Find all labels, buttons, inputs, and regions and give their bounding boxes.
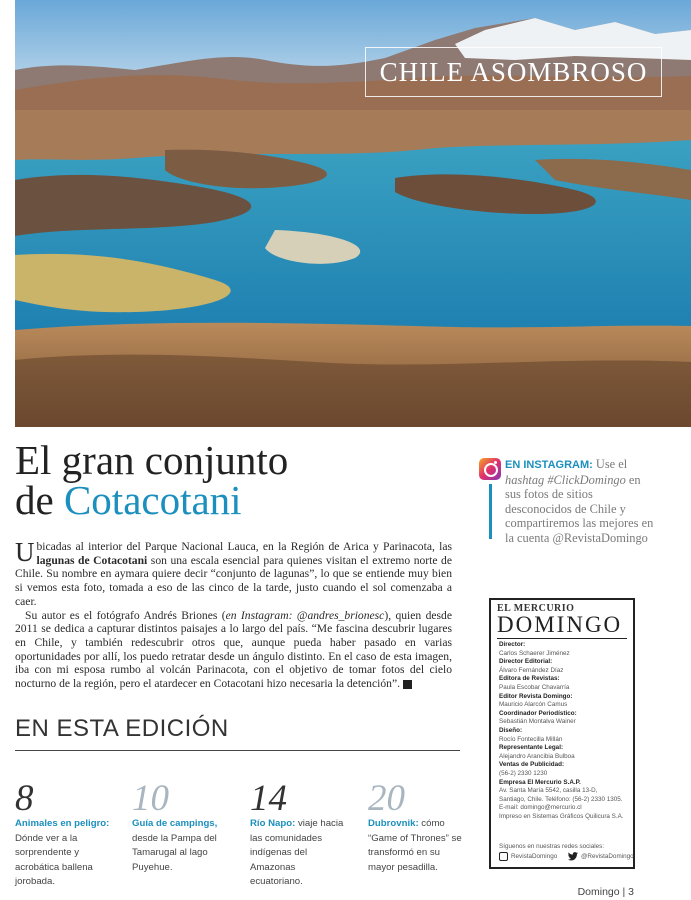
title-accent: Cotacotani xyxy=(63,477,242,523)
paragraph-2 xyxy=(15,609,452,691)
p2-italic: en Instagram: @andres_brionesc xyxy=(225,608,385,622)
p1-a: bicadas al interior del Parque Nacional Lauca, en la Región de Arica y Parinacota, las xyxy=(36,540,452,553)
social-twitter-handle[interactable]: @RevistaDomingo xyxy=(581,853,634,860)
p1-b: son una escala esencial para quienes visitan el extremo norte de Chile. Su nombre en aymara quiere decir “conjunto de lagunas”, lo que se entiende muy bien si vemos esta foto, tomada a eso de las cinco de la tarde, justo cuando el sol comenzaba a caer. xyxy=(15,553,452,608)
staff-label: Representante Legal: xyxy=(499,744,564,752)
company-email[interactable]: E-mail: domingo@mercurio.cl xyxy=(499,804,582,812)
edition-heading: EN ESTA EDICIÓN xyxy=(15,715,229,742)
instagram-lead: EN INSTAGRAM: xyxy=(505,459,593,471)
instagram-text-b: en sus fotos de sitios desconocidos de Chile y compartiremos las mejores en la cuenta @RevistaDomingo xyxy=(505,472,654,545)
edition-item[interactable] xyxy=(250,778,350,890)
item-text: desde la Pampa del Tamarugal al lago Puyehue. xyxy=(132,832,217,873)
edition-item[interactable] xyxy=(132,778,232,875)
item-head: Dubrovnik: xyxy=(368,818,419,829)
social-instagram-handle[interactable]: RevistaDomingo xyxy=(511,853,558,860)
company-line: Santiago, Chile. Teléfono: (56-2) 2330 1305. xyxy=(499,795,623,803)
page-footer: Domingo | 3 xyxy=(577,886,634,898)
title-prefix: de xyxy=(15,477,64,523)
item-description xyxy=(250,817,350,890)
end-mark: D xyxy=(403,680,412,689)
staff-value: Rocío Fontecilla Millán xyxy=(499,735,563,743)
item-head: Guía de campings, xyxy=(132,818,218,829)
item-page-number: 10 xyxy=(132,778,169,819)
item-description xyxy=(132,817,232,875)
dropcap: U xyxy=(15,537,35,567)
staff-value: Mauricio Alarcón Camus xyxy=(499,701,568,709)
p2-a: Su autor es el fotógrafo Andrés Briones ( xyxy=(25,608,226,622)
company-label: Empresa El Mercurio S.A.P. xyxy=(499,778,581,786)
twitter-icon[interactable] xyxy=(567,852,579,861)
staff-label: Editora de Revistas: xyxy=(499,675,560,683)
title-line-2 xyxy=(15,477,288,523)
edition-rule xyxy=(15,750,460,751)
section-label: CHILE ASOMBROSO xyxy=(365,47,662,97)
item-head: Río Napo: xyxy=(250,818,296,829)
edition-item[interactable] xyxy=(15,778,115,890)
instagram-text xyxy=(505,457,655,546)
masthead-box xyxy=(489,598,635,869)
company-line: Impreso en Sistemas Gráficos Quilicura S.A. xyxy=(499,812,624,820)
social-block xyxy=(499,843,634,860)
staff-label: Director Editorial: xyxy=(499,658,553,666)
staff-value: (56-2) 2330 1230 xyxy=(499,769,548,777)
staff-value: Paula Escobar Chavarría xyxy=(499,683,570,691)
staff-label: Coordinador Periodístico: xyxy=(499,709,577,717)
masthead-logo: DOMINGO xyxy=(497,612,623,637)
edition-item[interactable] xyxy=(368,778,468,875)
item-description xyxy=(15,817,115,890)
staff-value: Álvaro Fernández Díaz xyxy=(499,666,564,674)
masthead-rule xyxy=(497,638,627,639)
staff-list xyxy=(499,641,633,821)
hero-photo xyxy=(15,0,691,427)
staff-label: Ventas de Publicidad: xyxy=(499,761,565,769)
p1-bold: lagunas de Cotacotani xyxy=(36,553,148,567)
paragraph-1 xyxy=(15,537,452,609)
item-description xyxy=(368,817,468,875)
item-text: Dónde ver a la sorprendente y acrobática ballena jorobada. xyxy=(15,832,93,887)
instagram-icon xyxy=(479,458,501,480)
company-line: Av. Santa María 5542, casilla 13-D, xyxy=(499,787,598,795)
item-page-number: 20 xyxy=(368,778,405,819)
item-page-number: 14 xyxy=(250,778,287,819)
article-title xyxy=(15,437,289,523)
instagram-icon[interactable] xyxy=(499,852,508,861)
instagram-hashtag: hashtag #ClickDomingo xyxy=(505,472,626,487)
item-text: viaje hacia las comunidades indígenas del Amazonas ecuatoriano. xyxy=(250,818,344,887)
callout-rule xyxy=(489,484,492,539)
staff-value: Alejandro Arancibia Bulboa xyxy=(499,752,575,760)
social-intro: Síguenos en nuestras redes sociales: xyxy=(499,843,605,850)
staff-value: Carlos Schaerer Jiménez xyxy=(499,649,570,657)
masthead-top: EL MERCURIO xyxy=(497,603,575,614)
instagram-text-a: Use el xyxy=(592,457,628,471)
staff-value: Sebastián Montalva Wainer xyxy=(499,718,576,726)
social-row xyxy=(499,852,633,864)
item-text: cómo “Game of Thrones” se transformó en su mayor pesadilla. xyxy=(368,818,462,873)
title-line-1: El gran conjunto xyxy=(15,437,289,483)
article-body xyxy=(15,537,452,691)
staff-label: Editor Revista Domingo: xyxy=(499,692,573,700)
item-head: Animales en peligro: xyxy=(15,818,110,829)
item-page-number: 8 xyxy=(15,778,34,819)
staff-label: Director: xyxy=(499,641,526,648)
staff-label: Diseño: xyxy=(499,726,523,734)
p2-b: ), quien desde 2011 se dedica a capturar distintos paisajes a lo largo del país. “Me fascina descubrir lugares en Chile, y también redescubrir otros que, aunque pueda haber pasado en varias oportunidades por allí, los puedo retratar desde un ángulo distinto. En el caso de esta imagen, iba con mi esposa rumbo al volcán Parinacota, con el objetivo de tomar fotos del cielo nocturno de la región, pero el atardecer en Cotacotani hizo necesaria la detención”. xyxy=(15,608,452,691)
